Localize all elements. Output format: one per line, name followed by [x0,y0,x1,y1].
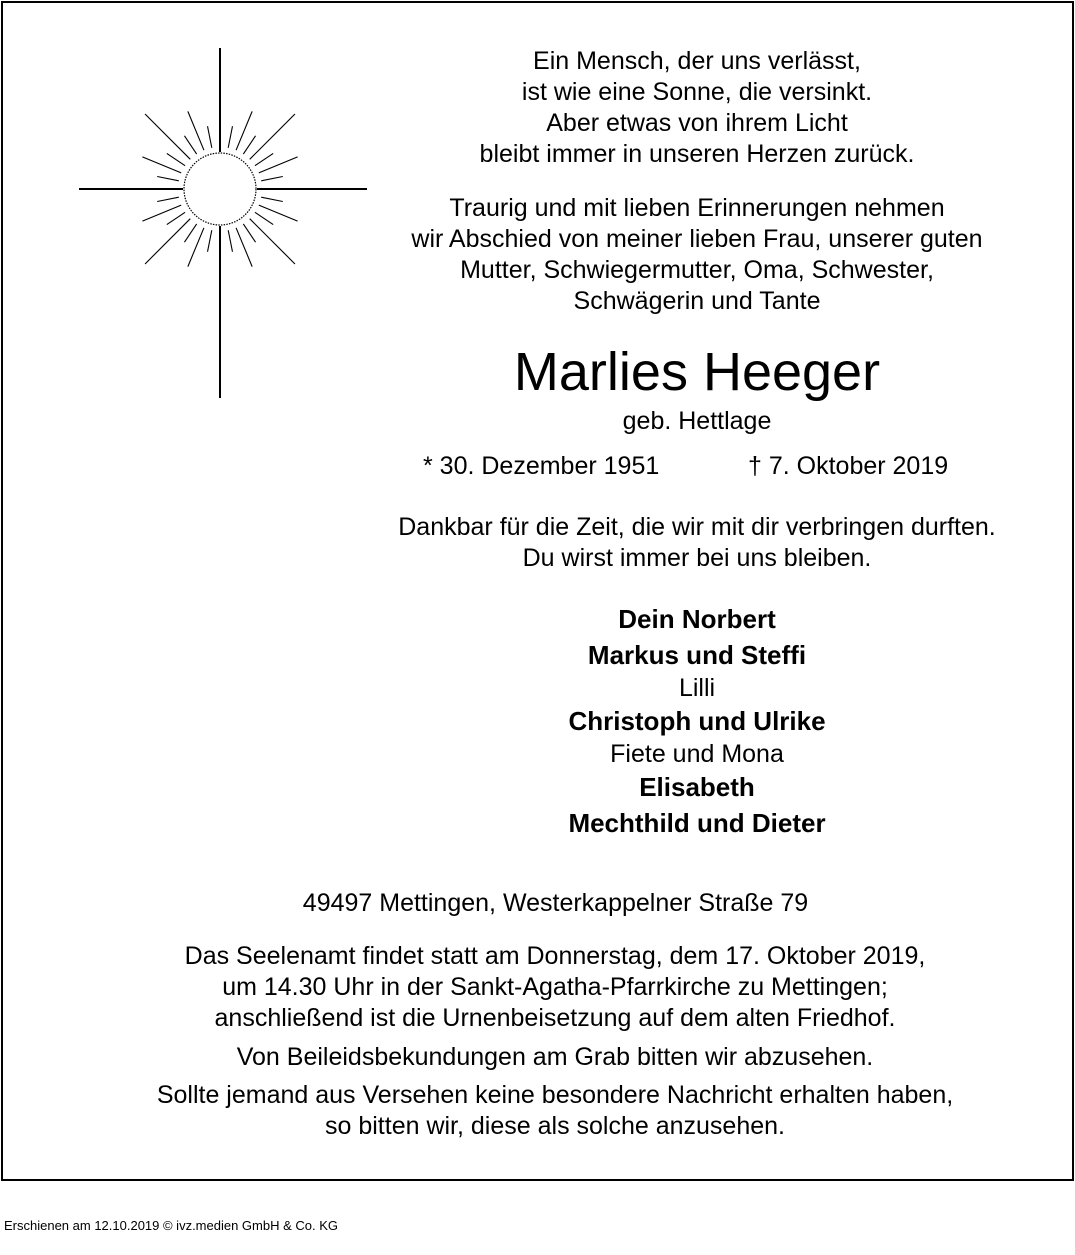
notice-note [63,1080,1047,1142]
deceased-name: Marlies Heeger [513,342,881,402]
birth-date: * 30. Dezember 1951 [423,452,660,480]
intro-line: wir Abschied von meiner lieben Frau, unserer guten [411,225,983,253]
sun-ray [184,136,196,154]
mourner-name: Fiete und Mona [610,740,784,768]
sun-ray [208,230,212,252]
notice-line: Sollte jemand aus Versehen keine besondere Nachricht erhalten haben, [156,1081,954,1109]
sun-ray [255,212,273,224]
sun-ray [157,197,179,201]
mourner-name: Mechthild und Dieter [568,808,826,838]
mourner-name: Markus und Steffi [587,640,807,670]
obituary-frame [1,1,1074,1181]
sun-ray [145,114,190,159]
publication-footer: Erschienen am 12.10.2019 © ivz.medien GmbH & Co. KG [4,1218,339,1233]
sun-ray [261,177,283,181]
sun-ray [243,224,255,242]
sun-ray [167,153,185,165]
service-line: anschließend ist die Urnenbeisetzung auf dem alten Friedhof. [214,1004,896,1032]
gratitude-line: Dankbar für die Zeit, die wir mit dir verbringen durften. [398,513,996,541]
mourner-name: Lilli [678,674,716,702]
gratitude-text [363,512,1031,574]
sun-ray [228,126,232,148]
poem [363,46,1031,170]
notice-line: so bitten wir, diese als solche anzusehen. [325,1112,785,1140]
intro-line: Schwägerin und Tante [573,287,821,315]
sun-ray [250,114,295,159]
gratitude-line: Du wirst immer bei uns bleiben. [522,544,872,572]
sun-ray [243,136,255,154]
address: 49497 Mettingen, Westerkappelner Straße 79 [302,889,809,917]
mourner-name: Dein Norbert [618,604,776,634]
mourners-list [363,601,1031,841]
service-line: um 14.30 Uhr in der Sankt-Agatha-Pfarrkirche zu Mettingen; [222,973,888,1001]
mourner-name: Christoph und Ulrike [568,706,826,736]
cross-with-sun-icon [79,48,369,400]
poem-line: Aber etwas von ihrem Licht [546,109,848,137]
poem-line: ist wie eine Sonne, die versinkt. [521,78,873,106]
sun-ray [250,219,295,264]
service-info [63,941,1047,1034]
intro-line: Traurig und mit lieben Erinnerungen nehmen [449,194,945,222]
maiden-name: geb. Hettlage [622,407,772,435]
intro-line: Mutter, Schwiegermutter, Oma, Schwester, [460,256,934,284]
poem-line: Ein Mensch, der uns verlässt, [533,47,861,75]
poem-line: bleibt immer in unseren Herzen zurück. [479,140,915,168]
sun-ray [261,197,283,201]
intro-text [363,193,1031,317]
sun-ray [145,219,190,264]
sun-ray [157,177,179,181]
sun-ray [167,212,185,224]
death-date: † 7. Oktober 2019 [748,452,949,480]
service-line: Das Seelenamt findet statt am Donnerstag, dem 17. Oktober 2019, [184,942,926,970]
sun-ray [184,224,196,242]
sun-ray [255,153,273,165]
mourner-name: Elisabeth [639,772,755,802]
sun-ray [208,126,212,148]
sun-ray [228,230,232,252]
condolences-note: Von Beileidsbekundungen am Grab bitten wir abzusehen. [236,1043,874,1071]
